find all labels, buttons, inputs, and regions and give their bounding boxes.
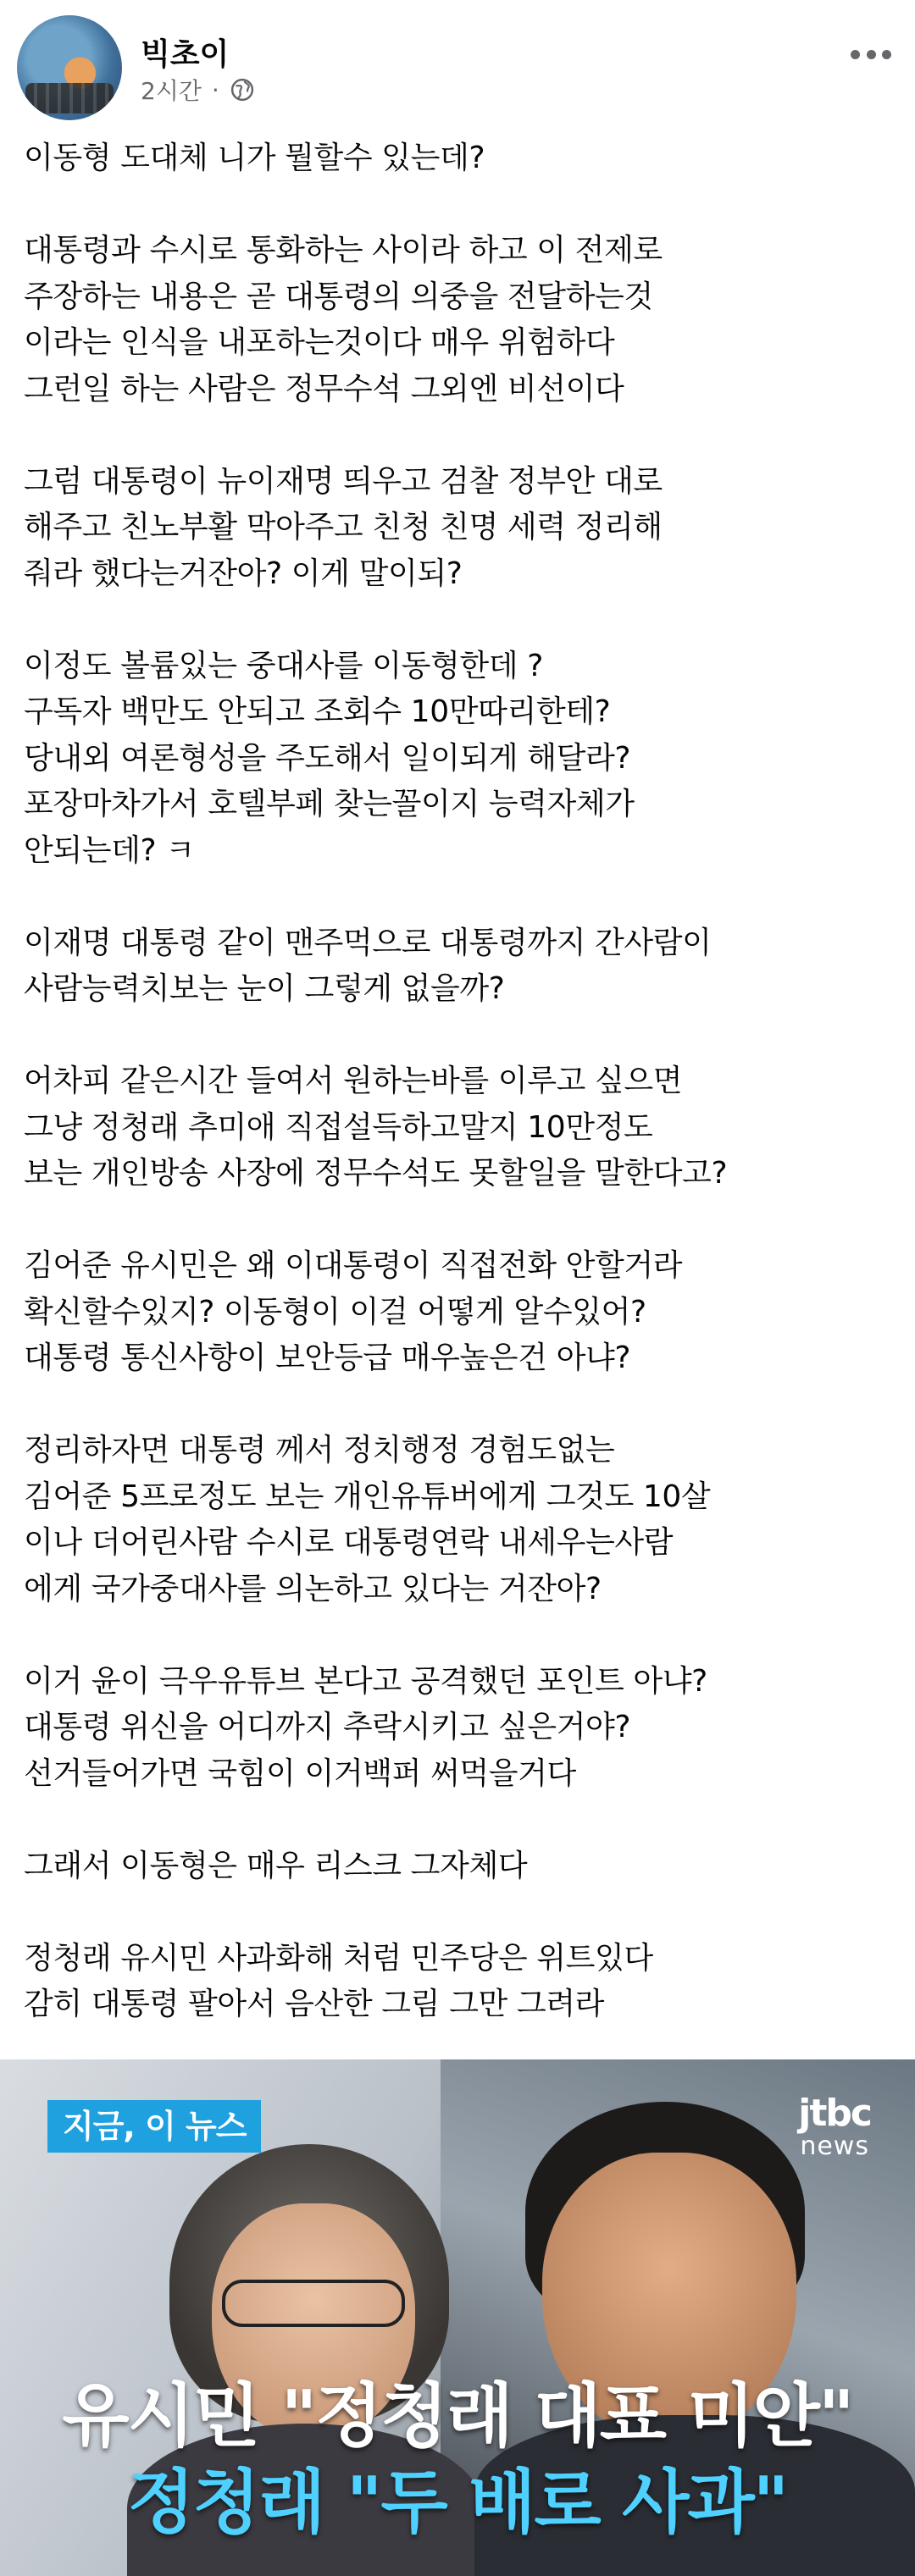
post-meta bbox=[141, 73, 255, 107]
glasses bbox=[222, 2280, 405, 2327]
post-body bbox=[24, 135, 896, 2028]
headline-line-1: 유시민 "정청래 대표 미안" bbox=[62, 2376, 853, 2457]
post-paragraph: 어차피 같은시간 들여서 원하는바를 이루고 싶으면 그냥 정청래 추미애 직접설득하고말지 10만정도 보는 개인방송 사장에 정무수석도 못할일을 말한다고? bbox=[24, 1064, 728, 1191]
news-badge: 지금, 이 뉴스 bbox=[47, 2100, 261, 2153]
post-time[interactable]: 2시간 bbox=[141, 77, 202, 105]
more-options-icon[interactable] bbox=[846, 37, 896, 71]
post-paragraph: 그럼 대통령이 뉴이재명 띄우고 검찰 정부안 대로 해주고 친노부활 막아주고 친청 친명 세력 정리해 줘라 했다는거잔아? 이게 말이되? bbox=[24, 463, 663, 591]
logo-main: jtbc bbox=[798, 2092, 871, 2135]
post-paragraph: 이동형 도대체 니가 뭘할수 있는데? bbox=[24, 141, 485, 175]
headline-line-2: 정청래 "두 배로 사과" bbox=[127, 2463, 788, 2543]
post-paragraph: 이거 윤이 극우유튜브 본다고 공격했던 포인트 아냐? 대통령 위신을 어디까지 추락시키고 싶은거야? 선거들어가면 국힘이 이거백퍼 써먹을거다 bbox=[24, 1663, 707, 1791]
author-name[interactable]: 빅초이 bbox=[141, 37, 230, 72]
post-paragraph: 대통령과 수시로 통화하는 사이라 하고 이 전제로 주장하는 내용은 곧 대통령의 의중을 전달하는것 이라는 인식을 내포하는것이다 매우 위험하다 그런일 하는 사람은 정무수석 그외엔 비선이다 bbox=[24, 233, 663, 406]
post-paragraph: 이재명 대통령 같이 맨주먹으로 대통령까지 간사람이 사람능력치보는 눈이 그렇게 없을까? bbox=[24, 925, 712, 1006]
more-dot bbox=[882, 50, 891, 59]
meta-separator: · bbox=[211, 75, 219, 104]
globe-icon bbox=[230, 77, 255, 102]
broadcaster-logo bbox=[798, 2092, 871, 2161]
more-dot bbox=[867, 50, 876, 59]
post-paragraph: 김어준 유시민은 왜 이대통령이 직접전화 안할거라 확신할수있지? 이동형이 이걸 어떻게 알수있어? 대통령 통신사항이 보안등급 매우높은건 아냐? bbox=[24, 1248, 683, 1375]
post-paragraph: 정청래 유시민 사과화해 처럼 민주당은 위트있다 감히 대통령 팔아서 음산한 그림 그만 그려라 bbox=[24, 1940, 653, 2021]
more-dot bbox=[851, 50, 860, 59]
post-paragraph: 그래서 이동형은 매우 리스크 그자체다 bbox=[24, 1848, 528, 1883]
logo-sub: news bbox=[800, 2131, 869, 2161]
avatar[interactable] bbox=[17, 15, 122, 120]
post-paragraph: 정리하자면 대통령 께서 정치행정 경험도없는 김어준 5프로정도 보는 개인유튜버에게 그것도 10살 이나 더어린사람 수시로 대통령연락 내세우는사람 에게 국가중대사를 의논하고 있다는 거잔아? bbox=[24, 1433, 711, 1606]
post-header bbox=[0, 0, 915, 135]
post-paragraph: 이정도 볼륨있는 중대사를 이동형한데 ? 구독자 백만도 안되고 조회수 10만따리한테? 당내외 여론형성을 주도해서 일이되게 해달라? 포장마차가서 호텔부페 찾는꼴이지 능력자체가 안되는데? ㅋ bbox=[24, 648, 635, 868]
news-thumbnail-image[interactable] bbox=[0, 2059, 915, 2576]
